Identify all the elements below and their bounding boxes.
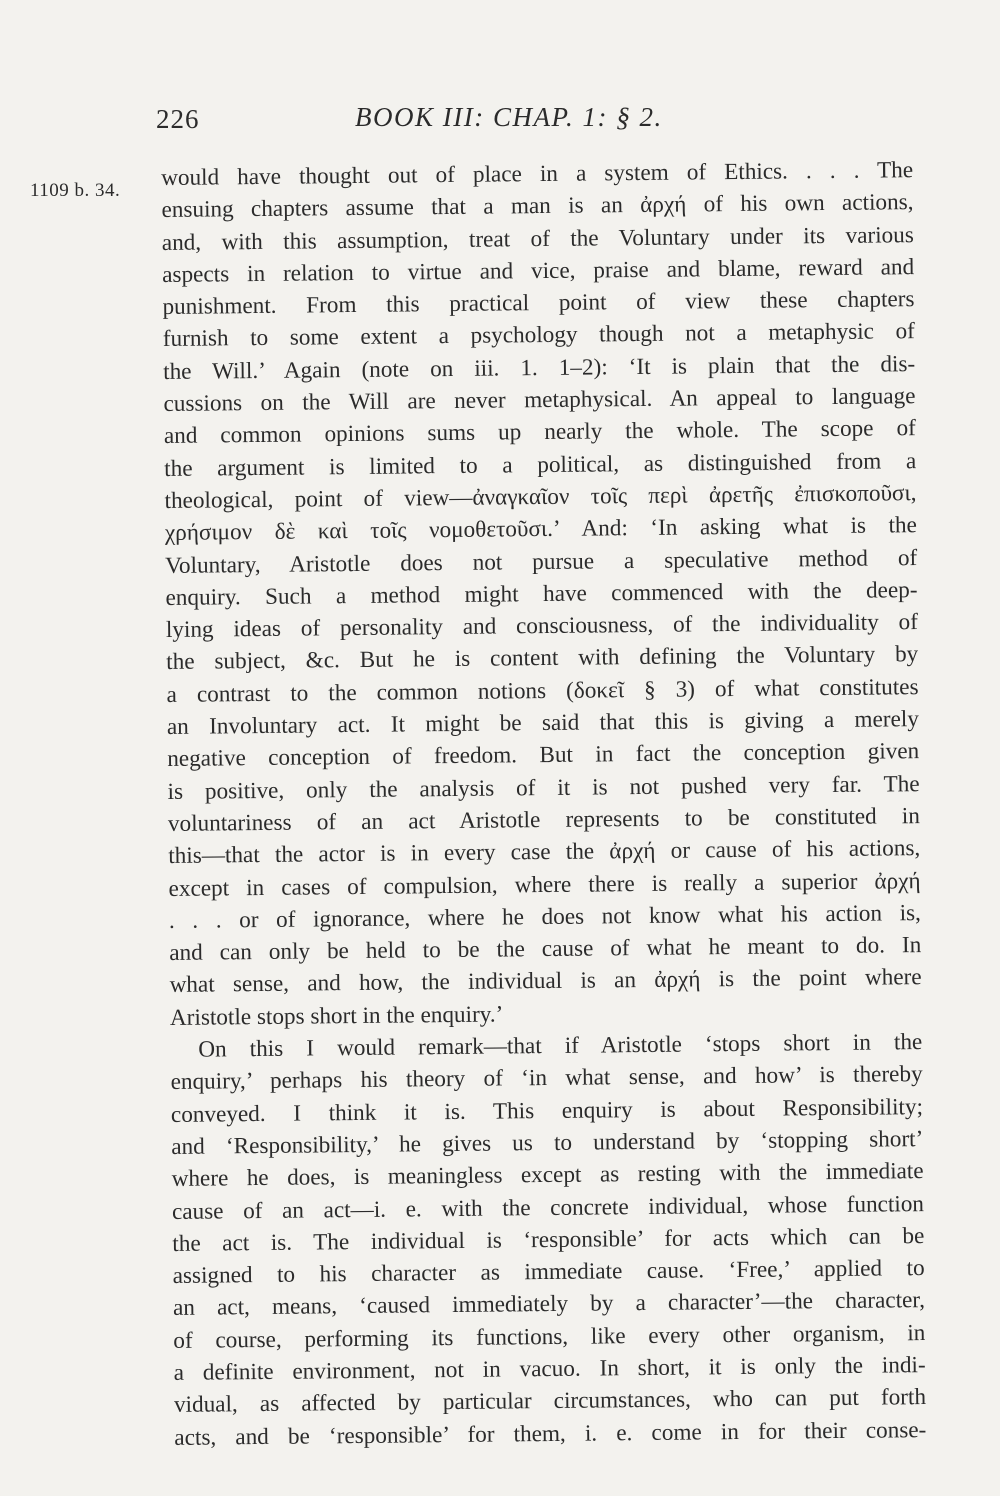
text-line: enquiry,’ perhaps his theory of ‘in what sense, and how’ is thereby (170, 1061, 923, 1096)
text-line: negative conception of freedom. But in fact the conception given (167, 738, 920, 773)
text-line: assigned to his character as immediate cause. ‘Free,’ applied to (172, 1255, 925, 1290)
text-line: an act, means, ‘caused immediately by a character’—the character, (172, 1287, 926, 1322)
text-line: except in cases of compulsion, where there is really a superior ἀρχή (168, 867, 921, 902)
text-line: what sense, and how, the individual is an ἀρχή is the point where (169, 964, 922, 999)
text-line: Aristotle stops short in the enquiry.’ (169, 1001, 504, 1031)
text-line: χρήσιμον δὲ καὶ τοῖς νομοθετοῦσι.’ And: ‘In asking what is the (164, 512, 917, 547)
text-line: the argument is limited to a political, as distinguished from a (164, 447, 917, 482)
text-line: ensuing chapters assume that a man is an ἀρχή of his own actions, (161, 189, 914, 224)
text-line: where he does, is meaningless except as resting with the immediate (171, 1158, 924, 1193)
text-line: aspects in relation to virtue and vice, praise and blame, reward and (162, 254, 915, 288)
text-line: a definite environment, not in vacuo. In short, it is only the indi- (173, 1352, 926, 1386)
text-line: lying ideas of personality and consciousness, of the individuality of (165, 609, 918, 644)
text-line: the act is. The individual is ‘responsible’ for acts which can be (172, 1222, 925, 1257)
text-line: Voluntary, Aristotle does not pursue a speculative method of (165, 544, 918, 579)
text-line: is positive, only the analysis of it is not pushed very far. The (167, 770, 920, 805)
text-line: and, with this assumption, treat of the Voluntary under its various (161, 221, 914, 256)
text-line: voluntariness of an act Aristotle represents to be constituted in (167, 803, 921, 837)
text-line: furnish to some extent a psychology though not a metaphysic of (162, 318, 915, 353)
text-line: the Will.’ Again (note on iii. 1. 1–2): ‘It is plain that the dis- (163, 350, 916, 385)
text-line: cause of an act—i. e. with the concrete individual, whose function (171, 1190, 925, 1225)
page-number: 226 (156, 104, 200, 134)
text-line: and ‘Responsibility,’ he gives us to understand by ‘stopping short’ (171, 1125, 924, 1160)
running-head: BOOK III: CHAP. 1: § 2. (355, 102, 663, 132)
text-line: . . . or of ignorance, where he does not know what his action is, (168, 899, 922, 934)
text-line: enquiry. Such a method might have commenced with the deep- (165, 576, 918, 611)
text-line: of course, performing its functions, like every other organism, in (173, 1319, 926, 1354)
text-line: acts, and be ‘responsible’ for them, i. e. come in for their conse- (174, 1416, 927, 1451)
margin-reference: 1109 b. 34. (30, 180, 121, 201)
text-line: and common opinions sums up nearly the whole. The scope of (163, 415, 916, 450)
text-line: theological, point of view—ἀναγκαῖον τοῖς περὶ ἀρετῆς ἐπισκοποῦσι, (164, 480, 917, 514)
text-line: this—that the actor is in every case the ἀρχή or cause of his actions, (168, 835, 921, 870)
text-line: and can only be held to be the cause of what he meant to do. In (169, 932, 922, 967)
body-text (161, 154, 926, 1454)
text-line: an Involuntary act. It might be said that this is giving a merely (166, 706, 920, 741)
text-line: punishment. From this practical point of view these chapters (162, 286, 915, 321)
text-line: the subject, &c. But he is content with defining the Voluntary by (166, 641, 919, 676)
text-line: cussions on the Will are never metaphysical. An appeal to language (163, 383, 916, 418)
text-line: would have thought out of place in a system of Ethics. . . . The (161, 157, 914, 191)
text-line: a contrast to the common notions (δοκεῖ § 3) of what constitutes (166, 673, 919, 708)
text-line: vidual, as affected by particular circumstances, who can put forth (173, 1384, 927, 1419)
text-line: conveyed. I think it is. This enquiry is about Responsibility; (170, 1093, 924, 1128)
paragraph-start-line: On this I would remark—that if Aristotle ‘stops short in the (198, 1029, 923, 1063)
